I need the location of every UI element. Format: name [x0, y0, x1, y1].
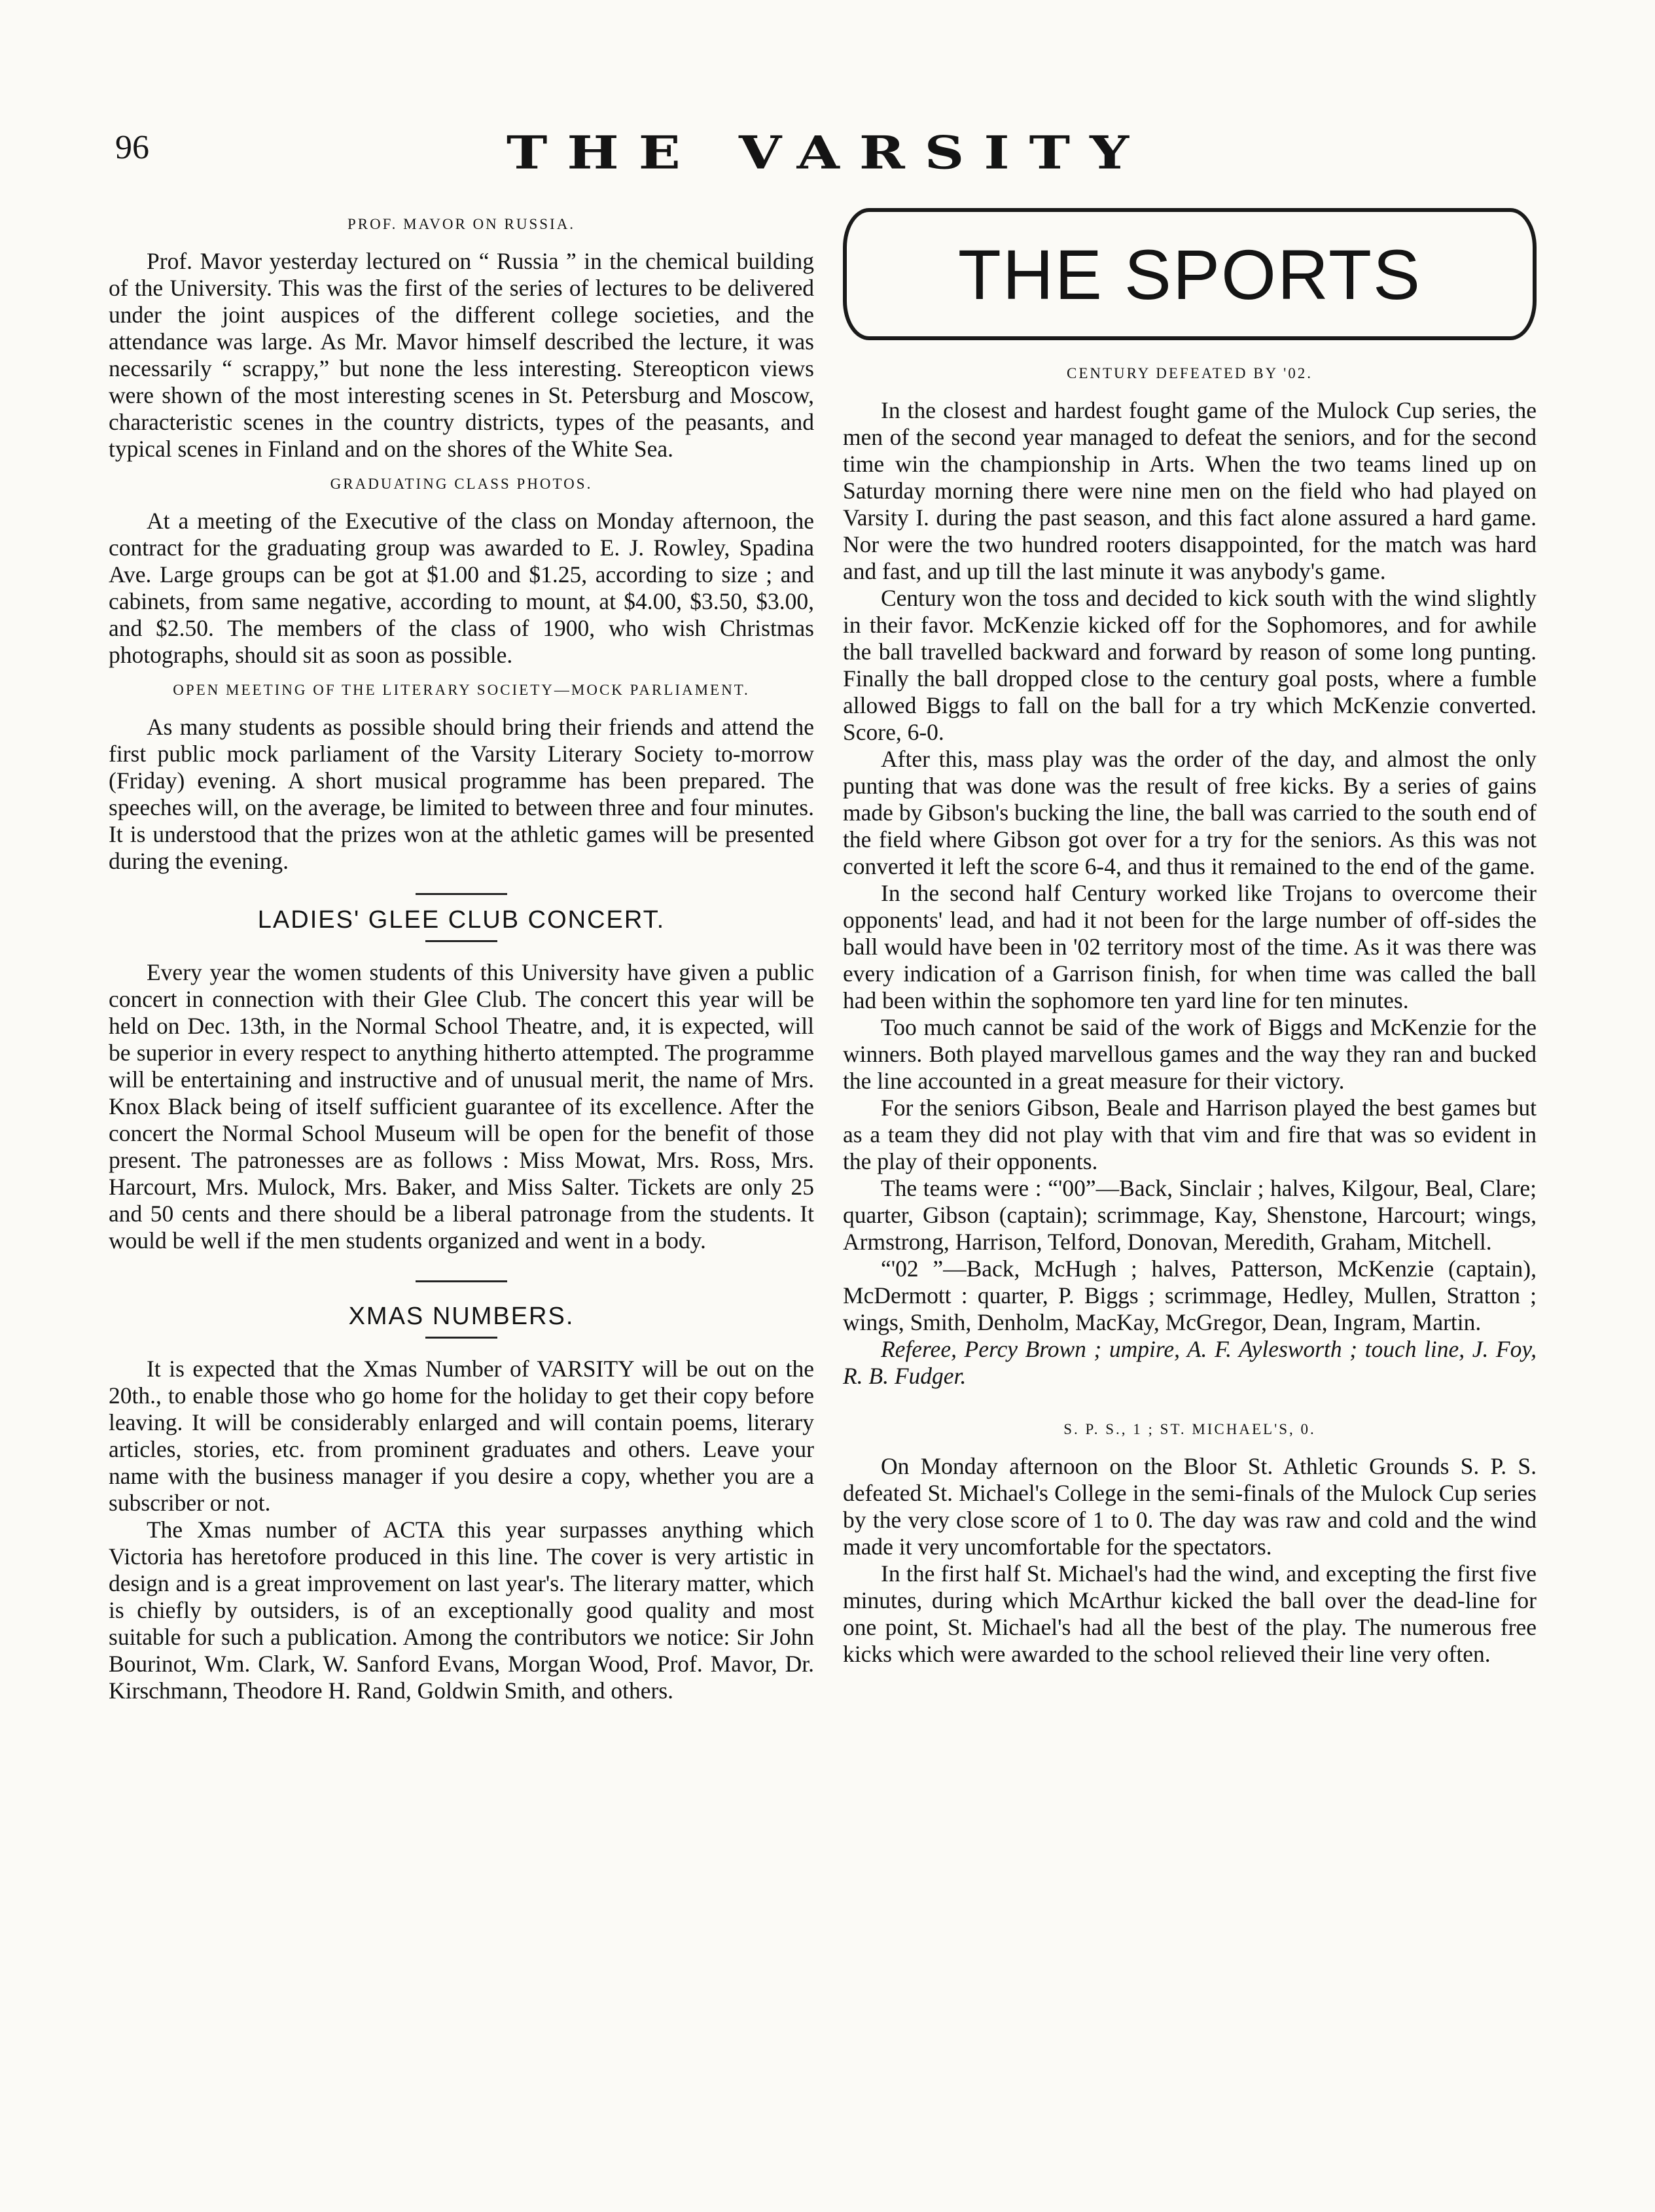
sps-paragraph: On Monday afternoon on the Bloor St. Athletic Grounds S. P. S. defeated St. Michael's College in the semi-finals of the Mulock Cup series by the very close score of 1 to 0. The day was raw and cold and the wind made it very uncomfortable for the spectators. — [843, 1453, 1537, 1560]
century-paragraph: Century won the toss and decided to kick south with the wind slightly in their favor. McKenzie kicked off for the Sophomores, and for awhile the ball travelled backward and forward by reason of some long punting. Finally the ball dropped close to the century goal posts, where a fumble allowed Biggs to fall on the ball for a try which McKenzie converted. Score, 6-0. — [843, 585, 1537, 745]
century-paragraph: For the seniors Gibson, Beale and Harrison played the best games but as a team they did not play with that vim and fire that was so evident in the play of their opponents. — [843, 1095, 1537, 1174]
literary-body: As many students as possible should bring their friends and attend the first public mock parliament of the Varsity Literary Society to-morrow (Friday) evening. A short musical programme has been prepared. The speeches will, on the average, be limited to between three and four minutes. It is understood that the prizes won at the athletic games will be presented during the evening. — [109, 714, 814, 874]
right-column — [843, 208, 1537, 1668]
graduating-heading: GRADUATING CLASS PHOTOS. — [330, 476, 593, 492]
officials: Referee, Percy Brown ; umpire, A. F. Aylesworth ; touch line, J. Foy, R. B. Fudger. — [843, 1336, 1537, 1389]
glee-heading: LADIES' GLEE CLUB CONCERT. — [257, 906, 666, 934]
xmas-body-1: It is expected that the Xmas Number of VARSITY will be out on the 20th., to enable those who go home for the holiday to get their copy before leaving. It will be considerably enlarged and will contain poems, literary articles, stories, etc. from prominent graduates and others. Leave your name with the business manager if you desire a copy, whether you are a subscriber or not. — [109, 1356, 814, 1516]
sps-paragraph: In the first half St. Michael's had the wind, and excepting the first five minutes, during which McArthur kicked the ball over the dead-line for one point, St. Michael's had all the best of the play. The numerous free kicks which were awarded to the school relieved their line very often. — [843, 1560, 1537, 1667]
team-02-lineup — [843, 1255, 1537, 1336]
mavor-body: Prof. Mavor yesterday lectured on “ Russia ” in the chemical building of the University. This was the first of the series of lectures to be delivered under the joint auspices of the different college societies, and the attendance was large. As Mr. Mavor himself described the lecture, it was necessarily “ scrappy,” but none the less interesting. Stereopticon views were shown of the most interesting scenes in St. Petersburg and Moscow, characteristic scenes in the country districts, types of the peasants, and typical scenes in Finland and on the shores of the White Sea. — [109, 248, 814, 462]
divider — [425, 940, 497, 942]
century-paragraph: Too much cannot be said of the work of Biggs and McKenzie for the winners. Both played marvellous games and the way they ran and bucked the line accounted in a great measure for their victory. — [843, 1014, 1537, 1094]
glee-body: Every year the women students of this University have given a public concert in connection with their Glee Club. The concert this year will be held on Dec. 13th, in the Normal School Theatre, and, it is expected, will be superior in every respect to anything hitherto attempted. The programme will be entertaining and instructive and of unusual merit, the name of Mrs. Knox Black being of itself sufficient guarantee of its excellence. After the concert the Normal School Museum will be open for the benefit of those present. The patronesses are as follows : Miss Mowat, Mrs. Ross, Mrs. Harcourt, Mrs. Mulock, Mrs. Baker, and Miss Salter. Tickets are only 25 and 50 cents and there should be a liberal patronage from the students. It would be well if the men students organized and went in a body. — [109, 959, 814, 1254]
left-column — [109, 203, 814, 1704]
century-paragraph: After this, mass play was the order of the day, and almost the only punting that was done was the result of free kicks. By a series of gains made by Gibson's bucking the line, the ball was carried to the south end of the field where Gibson got over for a try for the seniors. As this was not converted it left the score 6-4, and thus it remained to the end of the game. — [843, 746, 1537, 879]
sports-banner: THE SPORTS — [843, 208, 1537, 340]
sps-heading: S. P. S., 1 ; ST. MICHAEL'S, 0. — [1063, 1421, 1316, 1437]
teams — [843, 1175, 1537, 1390]
mavor-heading: PROF. MAVOR ON RUSSIA. — [347, 216, 576, 232]
graduating-body: At a meeting of the Executive of the class on Monday afternoon, the contract for the graduating group was awarded to E. J. Rowley, Spadina Ave. Large groups can be got at $1.00 and $1.25, according to size ; and cabinets, from same negative, according to mount, at $4.00, $3.50, $3.00, and $2.50. The members of the class of 1900, who wish Christmas photographs, should sit as soon as possible. — [109, 508, 814, 668]
xmas-body-2: The Xmas number of ACTA this year surpasses anything which Victoria has heretofore produced in this line. The cover is very artistic in design and is a great improvement on last year's. The literary matter, which is chiefly by outsiders, is of an exceptionally good quality and most suitable for such a publication. Among the contributors we notice: Sir John Bourinot, Wm. Clark, W. Sanford Evans, Morgan Wood, Prof. Mavor, Dr. Kirschmann, Theodore H. Rand, Goldwin Smith, and others. — [109, 1517, 814, 1704]
divider — [425, 1337, 497, 1339]
team-00-lineup — [843, 1175, 1537, 1255]
literary-heading: OPEN MEETING OF THE LITERARY SOCIETY—MOCK PARLIAMENT. — [173, 682, 750, 698]
divider — [416, 893, 507, 895]
team-02-intro: “'02 ”— — [881, 1255, 967, 1282]
xmas-heading: XMAS NUMBERS. — [348, 1303, 575, 1330]
masthead: THE VARSITY — [506, 126, 1149, 180]
century-paragraph: In the second half Century worked like Trojans to overcome their opponents' lead, and had it not been for the large number of off-sides the ball would have been in '02 territory most of the time. As it was there was every indication of a Garrison finish, for when time was called the ball had been within the sophomore ten yard line for ten minutes. — [843, 880, 1537, 1013]
century-heading: CENTURY DEFEATED BY '02. — [1067, 365, 1313, 381]
team-00-intro: The teams were : “'00”— — [881, 1175, 1120, 1201]
team-00-players: Back, Sinclair ; halves, Kilgour, Beal, Clare; quarter, Gibson (captain); scrimmage, Kay, Shenstone, Harcourt; wings, Armstrong, Harrison, Telford, Donovan, Meredith, Graham, Mitchell. — [843, 1175, 1537, 1255]
century-paragraph: In the closest and hardest fought game of the Mulock Cup series, the men of the second year managed to defeat the seniors, and for the second time win the championship in Arts. When the two teams lined up on Saturday morning there were nine men on the field who had played on Varsity I. during the past season, and this fact alone assured a hard game. Nor were the two hundred rooters disappointed, for the match was hard and fast, and up till the last minute it was anybody's game. — [843, 397, 1537, 584]
page-number: 96 — [115, 129, 149, 166]
team-02-players: Back, McHugh ; halves, Patterson, McKenzie (captain), McDermott : quarter, P. Biggs ; scrimmage, Hedley, Mullen, Stratton ; wings, Smith, Denholm, MacKay, McGregor, Dean, Ingram, Martin. — [843, 1255, 1537, 1335]
divider — [416, 1280, 507, 1282]
